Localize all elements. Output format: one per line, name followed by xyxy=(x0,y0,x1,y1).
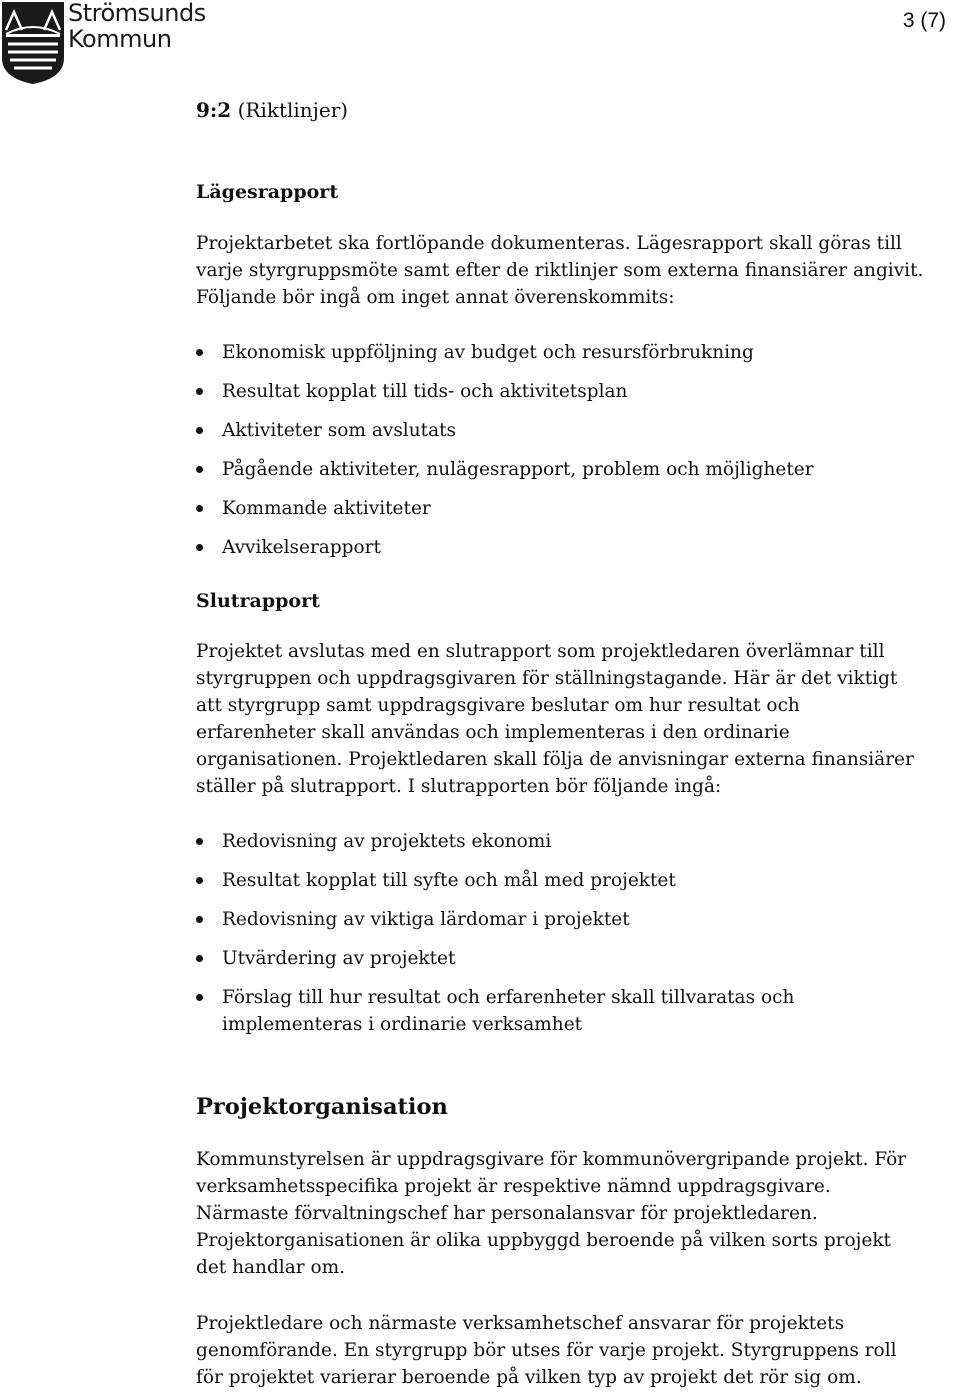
slutrapport-list xyxy=(196,828,926,1038)
projektorganisation-heading: Projektorganisation xyxy=(196,1094,448,1120)
list-item xyxy=(196,945,926,972)
bullet-icon xyxy=(196,388,203,395)
list-item-text: Kommande aktiviteter xyxy=(222,498,431,519)
bullet-icon xyxy=(196,955,203,962)
list-item-text: Redovisning av projektets ekonomi xyxy=(222,831,552,852)
page-number: 3 (7) xyxy=(902,9,946,32)
list-item-text: Resultat kopplat till syfte och mål med projektet xyxy=(222,870,676,891)
list-item-text: Aktiviteter som avslutats xyxy=(222,420,457,441)
bullet-icon xyxy=(196,838,203,845)
list-item-text: Pågående aktiviteter, nulägesrapport, problem och möjligheter xyxy=(222,459,814,480)
lagesrapport-list xyxy=(196,339,926,561)
slutrapport-paragraph: Projektet avslutas med en slutrapport som projektledaren överlämnar till styrgruppen och uppdragsgivaren för ställningstagande. Här är det viktigt att styrgrupp samt uppdragsgivare beslutar om hur resultat och erfarenheter skall användas och implementeras i den ordinarie organisationen. Projektledaren skall följa de anvisningar externa finansiärer ställer på slutrapport. I slutrapporten bör följande ingå: xyxy=(196,641,914,797)
section-title: (Riktlinjer) xyxy=(237,98,349,122)
list-item xyxy=(196,417,926,444)
bridge-emblem-icon xyxy=(0,0,66,84)
municipality-logo xyxy=(0,0,210,85)
list-item-text: Redovisning av viktiga lärdomar i projektet xyxy=(222,909,630,930)
list-item xyxy=(196,867,926,894)
bullet-icon xyxy=(196,349,203,356)
list-item xyxy=(196,534,926,561)
list-item-text: Ekonomisk uppföljning av budget och resursförbrukning xyxy=(222,342,754,363)
list-item xyxy=(196,828,926,855)
bullet-icon xyxy=(196,916,203,923)
lagesrapport-paragraph: Projektarbetet ska fortlöpande dokumenteras. Lägesrapport skall göras till varje styrgruppsmöte samt efter de riktlinjer som externa finansiärer angivit. Följande bör ingå om inget annat överenskommits: xyxy=(196,233,924,308)
bullet-icon xyxy=(196,466,203,473)
bullet-icon xyxy=(196,505,203,512)
bullet-icon xyxy=(196,544,203,551)
bullet-icon xyxy=(196,427,203,434)
bullet-icon xyxy=(196,994,203,1001)
list-item-text: Förslag till hur resultat och erfarenheter skall tillvaratas och implementeras i ordinarie verksamhet xyxy=(222,987,795,1035)
list-item xyxy=(196,984,926,1038)
lagesrapport-heading: Lägesrapport xyxy=(196,181,339,203)
logo-line-1: Strömsunds xyxy=(68,0,206,27)
list-item xyxy=(196,906,926,933)
section-label xyxy=(196,98,348,122)
list-item-text: Avvikelserapport xyxy=(222,537,381,558)
projektorganisation-paragraph-2: Projektledare och närmaste verksamhetschef ansvarar för projektets genomförande. En styrgrupp bör utses för varje projekt. Styrgruppens roll för projektet varierar beroende på vilken typ av projekt det rör sig om. xyxy=(196,1313,897,1388)
bullet-icon xyxy=(196,877,203,884)
list-item xyxy=(196,339,926,366)
logo-line-2: Kommun xyxy=(68,25,172,53)
section-number: 9:2 xyxy=(196,98,232,122)
list-item-text: Resultat kopplat till tids- och aktivitetsplan xyxy=(222,381,628,402)
logo-wordmark xyxy=(68,0,206,52)
projektorganisation-paragraph-1: Kommunstyrelsen är uppdragsgivare för kommunövergripande projekt. För verksamhetsspecifika projekt är respektive nämnd uppdragsgivare. Närmaste förvaltningschef har personalansvar för projektledaren. Projektorganisationen är olika uppbyggd beroende på vilken sorts projekt det handlar om. xyxy=(196,1149,907,1278)
list-item xyxy=(196,495,926,522)
list-item-text: Utvärdering av projektet xyxy=(222,948,456,969)
slutrapport-heading: Slutrapport xyxy=(196,590,320,612)
list-item xyxy=(196,456,926,483)
list-item xyxy=(196,378,926,405)
